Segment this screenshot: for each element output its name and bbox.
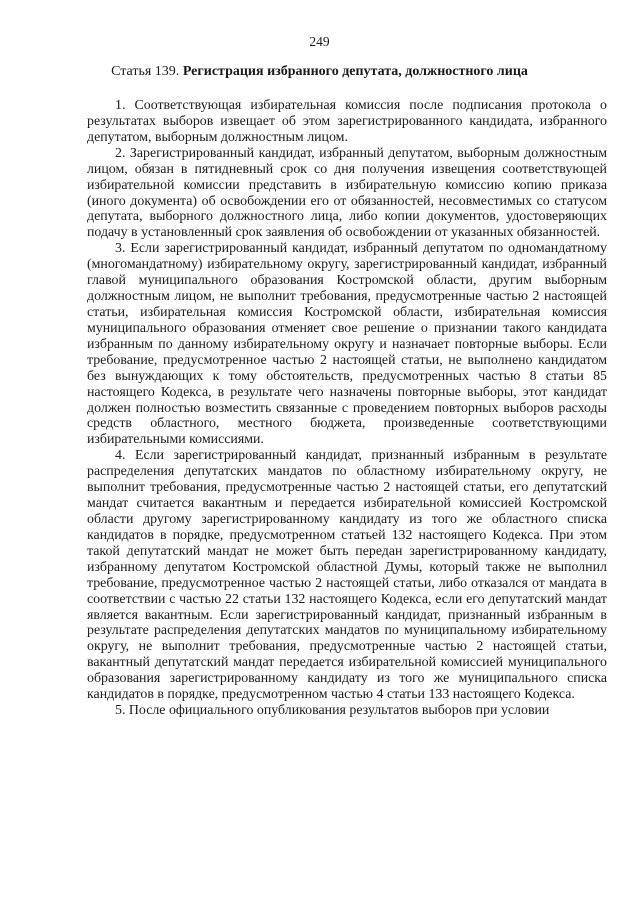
- paragraph-3: 3. Если зарегистрированный кандидат, избранный депутатом по одномандатному (многомандатному) избирательному округу, зарегистрированный кандидат, избранный главой муниципального образования Костромской области, другим выборным должностным лицом, не выполнит требования, предусмотренные частью 2 настоящей статьи, избирательная комиссия Костромской области, избирательная комиссия муниципального образования отменяет свое решение о признании такого кандидата избранным по данному избирательному округу и назначает повторные выборы. Если требование, предусмотренное частью 2 настоящей статьи, не выполнено кандидатом без вынуждающих к тому обстоятельств, предусмотренных частью 8 статьи 85 настоящего Кодекса, в результате чего назначены повторные выборы, этот кандидат должен полностью возместить связанные с проведением повторных выборов расходы средств областного, местного бюджета, произведенные соответствующими избирательными комиссиями.: [87, 241, 607, 448]
- article-number: Статья 139.: [111, 64, 180, 79]
- article-body: [87, 98, 607, 719]
- paragraph-2: 2. Зарегистрированный кандидат, избранный депутатом, выборным должностным лицом, обязан в пятидневный срок со дня получения извещения соответствующей избирательной комиссии представить в избирательную комиссию копию приказа (иного документа) об освобождении его от обязанностей, несовместимых со статусом депутата, выборного должностного лица, либо копии документов, удостоверяющих подачу в установленный срок заявления об освобождении от указанных обязанностей.: [87, 145, 607, 241]
- article-heading: [0, 63, 639, 81]
- page-number: 249: [309, 34, 330, 49]
- paragraph-5: 5. После официального опубликования результатов выборов при условии: [115, 703, 550, 719]
- article-title: Регистрация избранного депутата, должностного лица: [182, 64, 528, 79]
- paragraph-4: 4. Если зарегистрированный кандидат, признанный избранным в результате распределения депутатских мандатов по областному избирательному округу, не выполнит требования, предусмотренные частью 2 настоящей статьи, его депутатский мандат считается вакантным и передается избирательной комиссией Костромской области другому зарегистрированному кандидату из того же областного списка кандидатов в порядке, предусмотренном статьей 132 настоящего Кодекса. При этом такой депутатский мандат не может быть передан зарегистрированному кандидату, избранному депутатом Костромской областной Думы, который также не выполнил требование, предусмотренное частью 2 настоящей статьи, либо отказался от мандата в соответствии с частью 22 статьи 132 настоящего Кодекса, если его депутатский мандат является вакантным. Если зарегистрированный кандидат, признанный избранным в результате распределения депутатских мандатов по муниципальному избирательному округу, не выполнит требования, предусмотренные частью 2 настоящей статьи, вакантный депутатский мандат передается избирательной комиссией муниципального образования зарегистрированному кандидату из того же муниципального списка кандидатов в порядке, предусмотренном частью 4 статьи 133 настоящего Кодекса.: [87, 448, 607, 703]
- paragraph-1: 1. Соответствующая избирательная комиссия после подписания протокола о результатах выборов извещает об этом зарегистрированного кандидата, избранного депутатом, выборным должностным лицом.: [87, 98, 607, 145]
